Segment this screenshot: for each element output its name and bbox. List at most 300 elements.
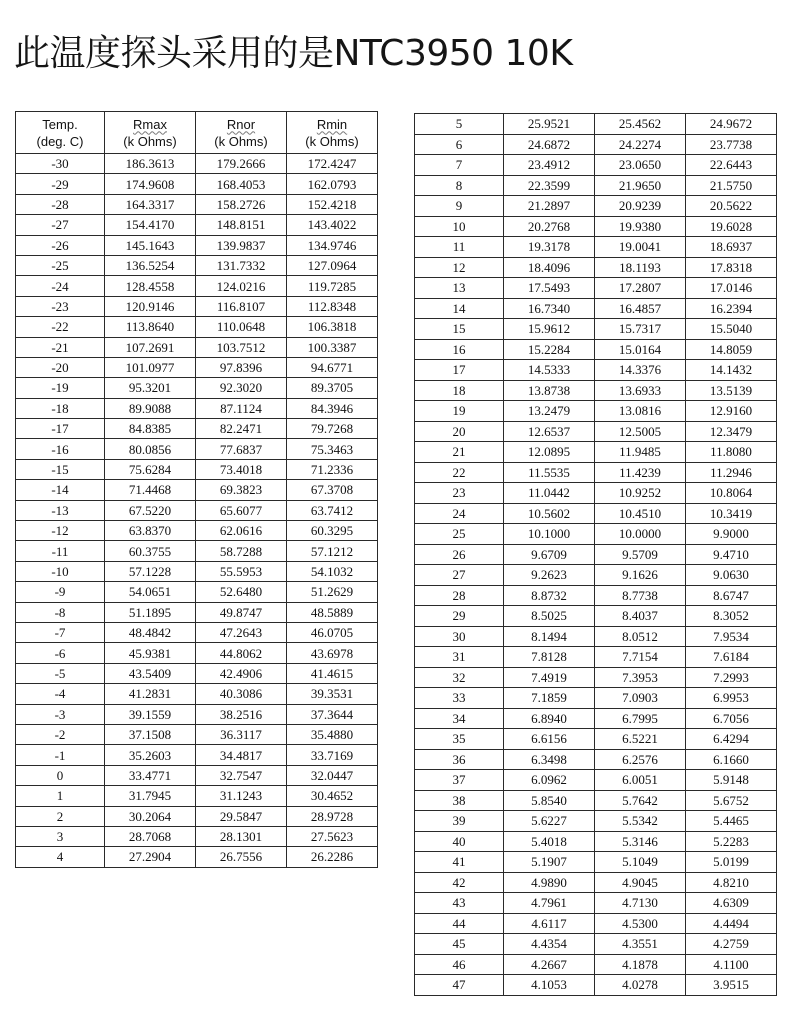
cell-temp: -8 <box>16 602 105 622</box>
cell-rmax: 28.7068 <box>105 826 196 846</box>
cell-rmax: 45.9381 <box>105 643 196 663</box>
cell-rnor: 116.8107 <box>196 296 287 316</box>
cell-rnor: 11.9485 <box>595 442 686 463</box>
table-row <box>16 378 378 398</box>
cell-temp: -15 <box>16 459 105 479</box>
cell-rnor: 6.0051 <box>595 770 686 791</box>
cell-rmin: 4.1100 <box>686 954 777 975</box>
cell-rnor: 4.3551 <box>595 934 686 955</box>
table-row <box>16 602 378 622</box>
cell-rnor: 110.0648 <box>196 317 287 337</box>
left-table-body <box>16 154 378 868</box>
header-temp-unit: (deg. C) <box>36 133 84 149</box>
cell-rmax: 80.0856 <box>105 439 196 459</box>
cell-rmax: 57.1228 <box>105 561 196 581</box>
cell-temp: 11 <box>415 237 504 258</box>
cell-rnor: 97.8396 <box>196 357 287 377</box>
cell-rmax: 5.8540 <box>504 790 595 811</box>
cell-temp: 36 <box>415 749 504 770</box>
cell-rmin: 60.3295 <box>287 521 378 541</box>
cell-rmax: 25.9521 <box>504 114 595 135</box>
cell-rmin: 12.3479 <box>686 421 777 442</box>
cell-temp: 6 <box>415 134 504 155</box>
cell-rmin: 21.5750 <box>686 175 777 196</box>
table-row <box>16 826 378 846</box>
header-rmax <box>105 112 196 154</box>
table-row <box>16 643 378 663</box>
cell-rmin: 152.4218 <box>287 194 378 214</box>
cell-temp: 2 <box>16 806 105 826</box>
cell-rmin: 43.6978 <box>287 643 378 663</box>
cell-rnor: 34.4817 <box>196 745 287 765</box>
cell-rmin: 17.0146 <box>686 278 777 299</box>
cell-rmax: 186.3613 <box>105 154 196 174</box>
table-row <box>16 235 378 255</box>
cell-rmin: 57.1212 <box>287 541 378 561</box>
cell-rnor: 65.6077 <box>196 500 287 520</box>
table-row <box>16 439 378 459</box>
cell-rmax: 24.6872 <box>504 134 595 155</box>
cell-temp: 41 <box>415 852 504 873</box>
cell-rnor: 11.4239 <box>595 462 686 483</box>
cell-rmax: 4.9890 <box>504 872 595 893</box>
cell-rmin: 30.4652 <box>287 786 378 806</box>
cell-rmax: 10.5602 <box>504 503 595 524</box>
table-row <box>415 749 777 770</box>
cell-rnor: 92.3020 <box>196 378 287 398</box>
cell-temp: 17 <box>415 360 504 381</box>
cell-rmin: 143.4022 <box>287 215 378 235</box>
cell-temp: -20 <box>16 357 105 377</box>
cell-rmin: 71.2336 <box>287 459 378 479</box>
cell-temp: 3 <box>16 826 105 846</box>
cell-rnor: 13.0816 <box>595 401 686 422</box>
cell-rmin: 33.7169 <box>287 745 378 765</box>
cell-rmax: 12.0895 <box>504 442 595 463</box>
cell-rmax: 20.2768 <box>504 216 595 237</box>
cell-rnor: 25.4562 <box>595 114 686 135</box>
cell-rmin: 10.3419 <box>686 503 777 524</box>
cell-rmin: 37.3644 <box>287 704 378 724</box>
cell-rmax: 8.8732 <box>504 585 595 606</box>
cell-rnor: 168.4053 <box>196 174 287 194</box>
table-row <box>415 852 777 873</box>
cell-temp: 14 <box>415 298 504 319</box>
table-row <box>16 704 378 724</box>
table-row <box>16 398 378 418</box>
cell-rmin: 79.7268 <box>287 419 378 439</box>
header-rmin <box>287 112 378 154</box>
cell-rmin: 23.7738 <box>686 134 777 155</box>
cell-rmin: 14.8059 <box>686 339 777 360</box>
table-row <box>415 606 777 627</box>
header-rnor <box>196 112 287 154</box>
cell-rnor: 18.1193 <box>595 257 686 278</box>
cell-rmin: 28.9728 <box>287 806 378 826</box>
table-row <box>415 380 777 401</box>
cell-rmin: 106.3818 <box>287 317 378 337</box>
cell-rmax: 154.4170 <box>105 215 196 235</box>
cell-rmax: 10.1000 <box>504 524 595 545</box>
cell-rmax: 48.4842 <box>105 622 196 642</box>
table-row <box>415 913 777 934</box>
cell-rmin: 6.1660 <box>686 749 777 770</box>
cell-rmax: 6.3498 <box>504 749 595 770</box>
cell-temp: 22 <box>415 462 504 483</box>
cell-rmax: 27.2904 <box>105 847 196 867</box>
table-row <box>415 667 777 688</box>
cell-rmin: 6.4294 <box>686 729 777 750</box>
cell-temp: -10 <box>16 561 105 581</box>
cell-rmin: 63.7412 <box>287 500 378 520</box>
cell-temp: 9 <box>415 196 504 217</box>
cell-rmin: 89.3705 <box>287 378 378 398</box>
table-row <box>415 155 777 176</box>
table-row <box>415 893 777 914</box>
cell-rnor: 36.3117 <box>196 724 287 744</box>
cell-rmax: 4.6117 <box>504 913 595 934</box>
cell-rnor: 158.2726 <box>196 194 287 214</box>
cell-rmin: 134.9746 <box>287 235 378 255</box>
table-row <box>415 134 777 155</box>
cell-temp: 8 <box>415 175 504 196</box>
cell-temp: 27 <box>415 565 504 586</box>
cell-rmax: 8.5025 <box>504 606 595 627</box>
cell-rmin: 172.4247 <box>287 154 378 174</box>
cell-rnor: 131.7332 <box>196 255 287 275</box>
cell-temp: 7 <box>415 155 504 176</box>
cell-rmin: 94.6771 <box>287 357 378 377</box>
cell-rmin: 127.0964 <box>287 255 378 275</box>
cell-rmin: 4.6309 <box>686 893 777 914</box>
cell-temp: 46 <box>415 954 504 975</box>
cell-rnor: 69.3823 <box>196 480 287 500</box>
cell-temp: 26 <box>415 544 504 565</box>
cell-rmin: 15.5040 <box>686 319 777 340</box>
cell-rnor: 32.7547 <box>196 765 287 785</box>
table-row <box>415 401 777 422</box>
cell-temp: -30 <box>16 154 105 174</box>
table-row <box>16 724 378 744</box>
cell-rmax: 6.8940 <box>504 708 595 729</box>
cell-rmax: 101.0977 <box>105 357 196 377</box>
cell-temp: 31 <box>415 647 504 668</box>
cell-rmax: 37.1508 <box>105 724 196 744</box>
cell-temp: 33 <box>415 688 504 709</box>
cell-rmin: 32.0447 <box>287 765 378 785</box>
cell-rnor: 179.2666 <box>196 154 287 174</box>
cell-rnor: 19.0041 <box>595 237 686 258</box>
cell-temp: 15 <box>415 319 504 340</box>
cell-temp: -1 <box>16 745 105 765</box>
cell-rmax: 89.9088 <box>105 398 196 418</box>
table-row <box>16 582 378 602</box>
cell-temp: 4 <box>16 847 105 867</box>
cell-rmax: 164.3317 <box>105 194 196 214</box>
cell-rmin: 41.4615 <box>287 663 378 683</box>
cell-rmax: 8.1494 <box>504 626 595 647</box>
cell-temp: -19 <box>16 378 105 398</box>
table-row <box>16 459 378 479</box>
cell-rnor: 58.7288 <box>196 541 287 561</box>
cell-rmin: 119.7285 <box>287 276 378 296</box>
table-row <box>16 745 378 765</box>
cell-rmax: 14.5333 <box>504 360 595 381</box>
cell-rmin: 10.8064 <box>686 483 777 504</box>
cell-rmax: 6.0962 <box>504 770 595 791</box>
table-row <box>415 257 777 278</box>
cell-rnor: 23.0650 <box>595 155 686 176</box>
cell-rnor: 7.3953 <box>595 667 686 688</box>
cell-rmin: 5.2283 <box>686 831 777 852</box>
cell-temp: -7 <box>16 622 105 642</box>
cell-rmin: 162.0793 <box>287 174 378 194</box>
cell-rmin: 5.9148 <box>686 770 777 791</box>
cell-rmax: 43.5409 <box>105 663 196 683</box>
header-rmin-label: Rmin <box>316 116 348 132</box>
cell-rmax: 71.4468 <box>105 480 196 500</box>
table-row <box>16 419 378 439</box>
cell-rmin: 11.8080 <box>686 442 777 463</box>
cell-rmax: 16.7340 <box>504 298 595 319</box>
cell-rmax: 39.1559 <box>105 704 196 724</box>
cell-rmax: 15.2284 <box>504 339 595 360</box>
cell-rmax: 11.0442 <box>504 483 595 504</box>
cell-temp: -4 <box>16 684 105 704</box>
cell-temp: -28 <box>16 194 105 214</box>
cell-temp: 34 <box>415 708 504 729</box>
cell-rmin: 35.4880 <box>287 724 378 744</box>
cell-rmin: 13.5139 <box>686 380 777 401</box>
cell-rmin: 5.0199 <box>686 852 777 873</box>
table-row <box>415 298 777 319</box>
table-row <box>415 688 777 709</box>
header-rmax-label: Rmax <box>133 116 167 132</box>
cell-rmin: 100.3387 <box>287 337 378 357</box>
cell-rnor: 17.2807 <box>595 278 686 299</box>
cell-rmin: 14.1432 <box>686 360 777 381</box>
table-header-row <box>16 112 378 154</box>
cell-rmax: 60.3755 <box>105 541 196 561</box>
cell-rnor: 82.2471 <box>196 419 287 439</box>
table-row <box>415 626 777 647</box>
cell-temp: 24 <box>415 503 504 524</box>
cell-temp: 23 <box>415 483 504 504</box>
cell-temp: -25 <box>16 255 105 275</box>
table-row <box>415 954 777 975</box>
cell-rmin: 7.6184 <box>686 647 777 668</box>
table-row <box>16 357 378 377</box>
cell-rmin: 3.9515 <box>686 975 777 996</box>
table-row <box>16 847 378 867</box>
cell-rmax: 7.4919 <box>504 667 595 688</box>
cell-temp: 19 <box>415 401 504 422</box>
cell-rmax: 120.9146 <box>105 296 196 316</box>
cell-temp: -11 <box>16 541 105 561</box>
cell-rnor: 4.7130 <box>595 893 686 914</box>
cell-rmin: 8.3052 <box>686 606 777 627</box>
table-row <box>415 442 777 463</box>
cell-rmin: 112.8348 <box>287 296 378 316</box>
cell-rmax: 54.0651 <box>105 582 196 602</box>
table-row <box>16 684 378 704</box>
table-row <box>415 524 777 545</box>
cell-rmax: 11.5535 <box>504 462 595 483</box>
cell-temp: 44 <box>415 913 504 934</box>
cell-rmax: 67.5220 <box>105 500 196 520</box>
cell-temp: -24 <box>16 276 105 296</box>
cell-rmax: 33.4771 <box>105 765 196 785</box>
cell-rmax: 7.8128 <box>504 647 595 668</box>
cell-rmin: 18.6937 <box>686 237 777 258</box>
cell-rmax: 136.5254 <box>105 255 196 275</box>
cell-temp: -2 <box>16 724 105 744</box>
table-row <box>415 790 777 811</box>
table-row <box>415 975 777 996</box>
cell-rmin: 6.7056 <box>686 708 777 729</box>
cell-rmax: 113.8640 <box>105 317 196 337</box>
table-row <box>415 647 777 668</box>
cell-rnor: 6.2576 <box>595 749 686 770</box>
cell-rmax: 35.2603 <box>105 745 196 765</box>
cell-rnor: 47.2643 <box>196 622 287 642</box>
header-rnor-unit: (k Ohms) <box>214 133 268 149</box>
cell-temp: 35 <box>415 729 504 750</box>
cell-rmin: 16.2394 <box>686 298 777 319</box>
cell-rmin: 46.0705 <box>287 622 378 642</box>
cell-rmin: 6.9953 <box>686 688 777 709</box>
cell-rmin: 12.9160 <box>686 401 777 422</box>
table-row <box>16 765 378 785</box>
cell-temp: -29 <box>16 174 105 194</box>
cell-temp: 21 <box>415 442 504 463</box>
header-temp <box>16 112 105 154</box>
cell-rmin: 19.6028 <box>686 216 777 237</box>
cell-rmin: 5.6752 <box>686 790 777 811</box>
cell-rnor: 29.5847 <box>196 806 287 826</box>
table-row <box>415 770 777 791</box>
cell-rmin: 17.8318 <box>686 257 777 278</box>
table-row <box>415 811 777 832</box>
cell-rnor: 7.7154 <box>595 647 686 668</box>
cell-rmin: 8.6747 <box>686 585 777 606</box>
table-row <box>415 503 777 524</box>
table-row <box>16 521 378 541</box>
table-row <box>415 114 777 135</box>
table-row <box>415 278 777 299</box>
cell-rnor: 6.7995 <box>595 708 686 729</box>
table-row <box>16 317 378 337</box>
cell-rmax: 15.9612 <box>504 319 595 340</box>
table-row <box>415 872 777 893</box>
table-row <box>16 541 378 561</box>
cell-rmin: 39.3531 <box>287 684 378 704</box>
table-row <box>16 337 378 357</box>
cell-rmin: 51.2629 <box>287 582 378 602</box>
table-row <box>16 255 378 275</box>
right-table-body <box>415 114 777 996</box>
cell-rnor: 4.0278 <box>595 975 686 996</box>
cell-rmax: 18.4096 <box>504 257 595 278</box>
table-row <box>415 237 777 258</box>
header-rmax-unit: (k Ohms) <box>123 133 177 149</box>
cell-temp: 37 <box>415 770 504 791</box>
cell-rnor: 5.7642 <box>595 790 686 811</box>
cell-rmin: 27.5623 <box>287 826 378 846</box>
cell-rmax: 30.2064 <box>105 806 196 826</box>
cell-rmin: 5.4465 <box>686 811 777 832</box>
resistance-table-right <box>414 113 777 996</box>
cell-rnor: 148.8151 <box>196 215 287 235</box>
table-row <box>415 831 777 852</box>
cell-rnor: 38.2516 <box>196 704 287 724</box>
cell-rnor: 15.7317 <box>595 319 686 340</box>
table-row <box>16 480 378 500</box>
table-row <box>16 215 378 235</box>
table-row <box>415 196 777 217</box>
cell-rnor: 4.9045 <box>595 872 686 893</box>
table-row <box>16 786 378 806</box>
cell-rmax: 4.4354 <box>504 934 595 955</box>
cell-rmax: 5.6227 <box>504 811 595 832</box>
cell-temp: 20 <box>415 421 504 442</box>
cell-temp: 0 <box>16 765 105 785</box>
cell-rmin: 24.9672 <box>686 114 777 135</box>
cell-temp: 28 <box>415 585 504 606</box>
cell-rnor: 73.4018 <box>196 459 287 479</box>
cell-rnor: 9.1626 <box>595 565 686 586</box>
cell-rmin: 9.4710 <box>686 544 777 565</box>
cell-rnor: 15.0164 <box>595 339 686 360</box>
cell-rmax: 17.5493 <box>504 278 595 299</box>
table-row <box>16 806 378 826</box>
cell-rnor: 124.0216 <box>196 276 287 296</box>
cell-rmin: 84.3946 <box>287 398 378 418</box>
cell-rnor: 4.5300 <box>595 913 686 934</box>
cell-rmax: 9.2623 <box>504 565 595 586</box>
cell-rnor: 19.9380 <box>595 216 686 237</box>
cell-temp: 30 <box>415 626 504 647</box>
cell-temp: -27 <box>16 215 105 235</box>
cell-rmax: 5.1907 <box>504 852 595 873</box>
table-row <box>415 421 777 442</box>
cell-rnor: 13.6933 <box>595 380 686 401</box>
cell-rnor: 16.4857 <box>595 298 686 319</box>
cell-temp: 18 <box>415 380 504 401</box>
table-row <box>415 565 777 586</box>
cell-rnor: 26.7556 <box>196 847 287 867</box>
cell-rmin: 48.5889 <box>287 602 378 622</box>
cell-rmax: 4.2667 <box>504 954 595 975</box>
table-row <box>16 174 378 194</box>
cell-temp: 45 <box>415 934 504 955</box>
cell-temp: 1 <box>16 786 105 806</box>
cell-temp: 29 <box>415 606 504 627</box>
table-row <box>16 500 378 520</box>
cell-rnor: 5.5342 <box>595 811 686 832</box>
cell-rnor: 103.7512 <box>196 337 287 357</box>
cell-rmax: 174.9608 <box>105 174 196 194</box>
cell-rnor: 28.1301 <box>196 826 287 846</box>
table-row <box>16 663 378 683</box>
cell-rnor: 24.2274 <box>595 134 686 155</box>
cell-rmax: 128.4558 <box>105 276 196 296</box>
table-row <box>415 708 777 729</box>
cell-rnor: 139.9837 <box>196 235 287 255</box>
cell-rmax: 13.8738 <box>504 380 595 401</box>
table-row <box>415 319 777 340</box>
cell-temp: 25 <box>415 524 504 545</box>
